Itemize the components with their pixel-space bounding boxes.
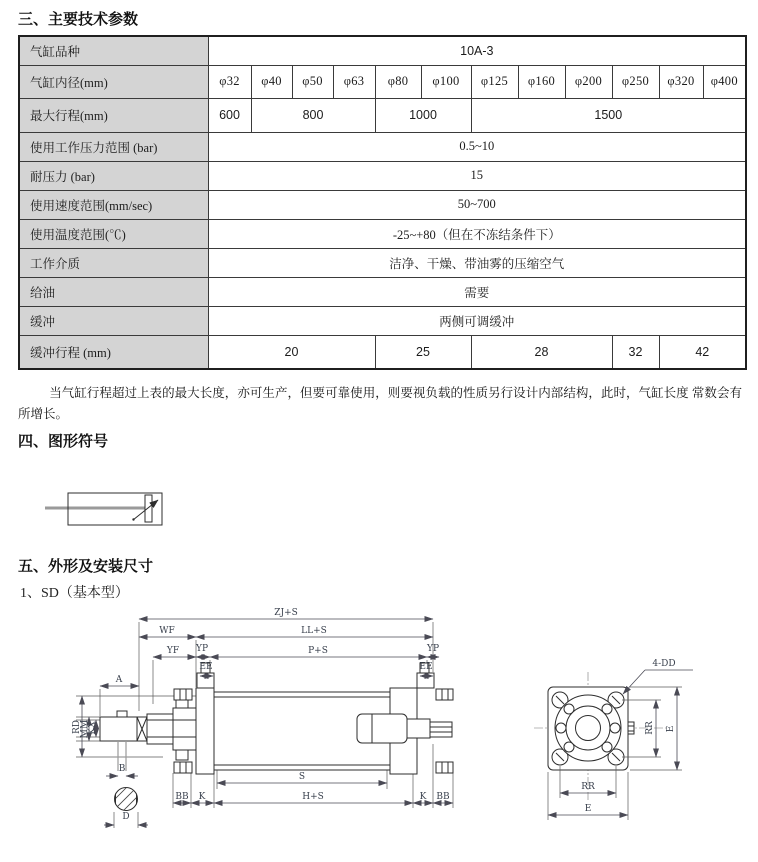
note-paragraph: 当气缸行程超过上表的最大长度，亦可生产，但要可靠使用，则要视负载的性质另行设计内部结构，此时，气缸长度 常数会有所增长。 bbox=[18, 386, 742, 421]
row-label: 使用工作压力范围 (bar) bbox=[19, 132, 208, 161]
cell: φ250 bbox=[612, 65, 659, 98]
cell: -25~+80（但在不冻结条件下） bbox=[208, 219, 746, 248]
table-row bbox=[19, 335, 746, 369]
row-label: 最大行程(mm) bbox=[19, 98, 208, 132]
rear-cushion-boss bbox=[407, 719, 430, 738]
rod-cross-section bbox=[115, 788, 138, 811]
row-label: 气缸内径(mm) bbox=[19, 65, 208, 98]
rod-bore-circle bbox=[576, 716, 601, 741]
table-row bbox=[19, 248, 746, 277]
tie-rod-nut-front-top bbox=[174, 689, 192, 700]
cell: 0.5~10 bbox=[208, 132, 746, 161]
tie-rod-hole bbox=[602, 704, 612, 714]
dim-label-e-vertical: E bbox=[666, 725, 676, 733]
cell: 25 bbox=[375, 335, 471, 369]
table-row bbox=[19, 36, 746, 65]
dim-label-yp-left: YP bbox=[196, 644, 208, 654]
rod-end-block bbox=[100, 717, 137, 741]
front-end-cap bbox=[196, 688, 214, 774]
cell: φ160 bbox=[518, 65, 565, 98]
cell: φ32 bbox=[208, 65, 251, 98]
cell: 1000 bbox=[375, 98, 471, 132]
tie-rod-hole bbox=[556, 723, 566, 733]
dim-label-yf: YF bbox=[166, 646, 180, 656]
front-port bbox=[197, 673, 214, 688]
cell: 42 bbox=[659, 335, 746, 369]
cell: φ320 bbox=[659, 65, 703, 98]
cell: 需要 bbox=[208, 277, 746, 306]
dim-label-ee-left: EE bbox=[199, 662, 213, 672]
cell: 32 bbox=[612, 335, 659, 369]
arrow-origin-dot bbox=[132, 518, 134, 520]
dim-label-kx: KX bbox=[87, 721, 98, 735]
table-row bbox=[19, 190, 746, 219]
cell: φ125 bbox=[471, 65, 518, 98]
front-gland-boss bbox=[173, 708, 196, 750]
row-label: 气缸品种 bbox=[19, 36, 208, 65]
cell: 15 bbox=[208, 161, 746, 190]
table-row bbox=[19, 306, 746, 335]
table-row bbox=[19, 98, 746, 132]
tie-rod-nut-front-bottom bbox=[174, 762, 192, 773]
cell: 1500 bbox=[471, 98, 746, 132]
pneumatic-symbol-drawing bbox=[28, 484, 173, 539]
dim-label-yp-right: YP bbox=[427, 644, 439, 654]
dim-label-ee-right: EE bbox=[419, 662, 433, 672]
row-label: 使用速度范围(mm/sec) bbox=[19, 190, 208, 219]
sd-basic-subtitle: 1、SD（基本型） bbox=[20, 586, 129, 601]
section4-title: 四、图形符号 bbox=[18, 433, 109, 450]
dim-label-zj-s: ZJ+S bbox=[274, 608, 298, 618]
front-cushion-valve-bottom bbox=[176, 750, 188, 760]
side-port-stub bbox=[628, 722, 634, 734]
dim-label-a: A bbox=[115, 675, 123, 685]
dim-label-bb-right: BB bbox=[436, 792, 450, 802]
dim-label-e-bottom: E bbox=[584, 804, 592, 814]
dim-label-rr-vertical: RR bbox=[645, 721, 655, 735]
tie-rod-hole bbox=[564, 704, 574, 714]
dim-label-h-s: H+S bbox=[302, 792, 324, 802]
row-label: 缓冲行程 (mm) bbox=[19, 335, 208, 369]
table-row bbox=[19, 132, 746, 161]
tie-rod-nut-rear-bottom bbox=[436, 762, 453, 773]
row-label: 给油 bbox=[19, 277, 208, 306]
dim-label-s: S bbox=[298, 772, 306, 782]
dim-label-4-dd: 4-DD bbox=[652, 659, 676, 669]
dim-label-b: B bbox=[118, 764, 126, 774]
table-row bbox=[19, 161, 746, 190]
dim-label-p-s: P+S bbox=[308, 646, 328, 656]
dim-label-ll-s: LL+S bbox=[301, 626, 327, 636]
tie-rod-hole bbox=[602, 742, 612, 752]
table-row bbox=[19, 277, 746, 306]
spec-table bbox=[18, 35, 747, 370]
rear-hex-nut bbox=[430, 722, 452, 737]
cell: φ200 bbox=[565, 65, 612, 98]
cell: 10A-3 bbox=[208, 36, 746, 65]
dim-label-rd: RD bbox=[72, 720, 82, 734]
piston-symbol bbox=[145, 495, 152, 522]
cell: 两侧可调缓冲 bbox=[208, 306, 746, 335]
flange-assembly bbox=[548, 687, 634, 770]
cell: φ63 bbox=[333, 65, 375, 98]
dim-label-k-left: K bbox=[198, 792, 206, 802]
tie-rod-hole bbox=[564, 742, 574, 752]
row-label: 使用温度范围(℃) bbox=[19, 219, 208, 248]
dim-label-rr-bottom: RR bbox=[581, 782, 595, 792]
rod-end-notch bbox=[117, 711, 127, 717]
section5-title: 五、外形及安装尺寸 bbox=[18, 558, 154, 575]
cell: 50~700 bbox=[208, 190, 746, 219]
dim-label-mm: MM bbox=[80, 719, 90, 739]
tie-rod-hole bbox=[610, 723, 620, 733]
end-view-drawing bbox=[518, 636, 758, 841]
dim-label-bb-left: BB bbox=[175, 792, 189, 802]
section3-title: 三、主要技术参数 bbox=[18, 11, 139, 28]
cell: φ100 bbox=[421, 65, 471, 98]
rear-port bbox=[417, 673, 434, 688]
row-label: 耐压力 (bar) bbox=[19, 161, 208, 190]
row-label: 缓冲 bbox=[19, 306, 208, 335]
cell: φ400 bbox=[703, 65, 746, 98]
cell: 洁净、干燥、带油雾的压缩空气 bbox=[208, 248, 746, 277]
cell: 800 bbox=[251, 98, 375, 132]
dim-label-wf: WF bbox=[159, 626, 175, 636]
dim-label-d: D bbox=[122, 812, 130, 822]
side-view-drawing bbox=[70, 598, 470, 848]
dim-label-k-right: K bbox=[419, 792, 427, 802]
cell: 600 bbox=[208, 98, 251, 132]
piston bbox=[357, 714, 407, 743]
tie-rod-nut-rear-top bbox=[436, 689, 453, 700]
table-row bbox=[19, 65, 746, 98]
cell: φ40 bbox=[251, 65, 292, 98]
cell: φ80 bbox=[375, 65, 421, 98]
cell: 28 bbox=[471, 335, 612, 369]
table-row bbox=[19, 219, 746, 248]
cell: φ50 bbox=[292, 65, 333, 98]
rod-gland bbox=[147, 714, 173, 744]
cell: 20 bbox=[208, 335, 375, 369]
row-label: 工作介质 bbox=[19, 248, 208, 277]
